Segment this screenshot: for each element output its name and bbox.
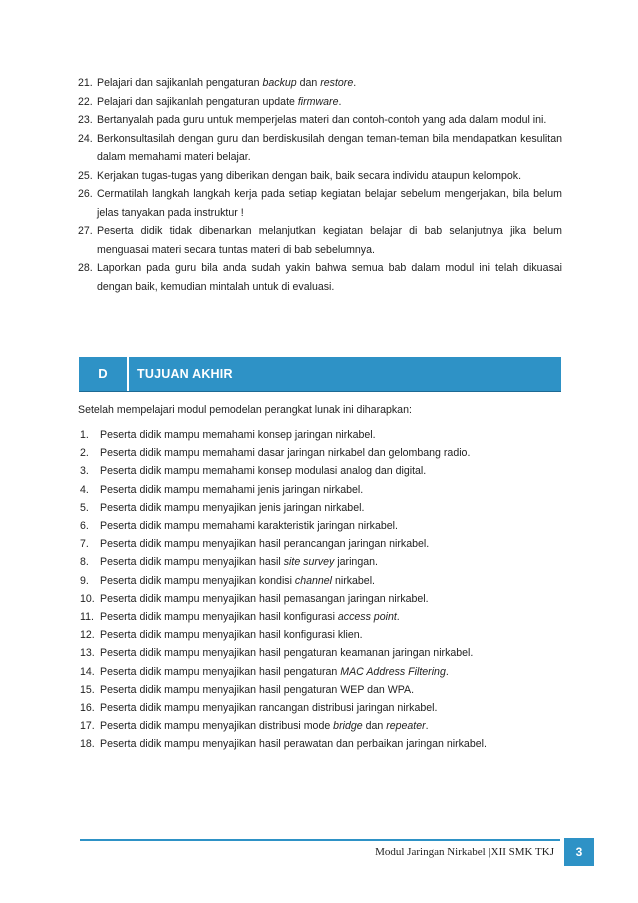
list-number: 2. xyxy=(80,447,89,460)
list-number: 23. xyxy=(78,114,93,126)
list-item xyxy=(78,74,562,93)
list-number: 4. xyxy=(80,483,89,496)
list-item xyxy=(78,590,562,608)
list-number: 18. xyxy=(80,738,95,751)
list-text: Peserta didik mampu menyajikan hasil pemasangan jaringan nirkabel. xyxy=(100,592,429,605)
list-item xyxy=(78,444,562,462)
list-item xyxy=(78,681,562,699)
list-number: 22. xyxy=(78,95,93,108)
list-number: 5. xyxy=(80,501,89,514)
list-item xyxy=(78,222,562,259)
list-number: 21. xyxy=(78,77,93,89)
list-text: Peserta didik mampu menyajikan hasil pengaturan WEP dan WPA. xyxy=(100,683,415,696)
list-text: Peserta didik mampu menyajikan jenis jaringan nirkabel. xyxy=(100,501,365,514)
list-item xyxy=(78,481,562,499)
list-text: Cermatilah langkah langkah kerja pada setiap kegiatan belajar sebelum mengerjakan, bila belum jelas tanyakan pada instruktur ! xyxy=(97,188,562,219)
list-number: 14. xyxy=(80,665,95,678)
list-number: 8. xyxy=(80,556,89,569)
list-item xyxy=(78,130,562,167)
list-item xyxy=(78,717,562,735)
list-item xyxy=(78,644,562,662)
list-number: 12. xyxy=(80,629,95,642)
section-header xyxy=(79,357,561,392)
list-text: Peserta didik mampu memahami konsep modulasi analog dan digital. xyxy=(100,465,427,478)
list-item xyxy=(78,735,562,753)
list-text: Laporkan pada guru bila anda sudah yakin bahwa semua bab dalam modul ini telah dikuasai dengan baik, kemudian mintalah untuk di evaluasi. xyxy=(97,262,562,293)
list-text: Peserta didik mampu menyajikan hasil perancangan jaringan nirkabel. xyxy=(100,538,430,551)
list-item xyxy=(78,426,562,444)
list-text: Pelajari dan sajikanlah pengaturan update firmware. xyxy=(97,95,342,108)
list-item xyxy=(78,185,562,222)
list-number: 6. xyxy=(80,520,89,533)
list-item xyxy=(78,499,562,517)
list-text: Peserta didik mampu menyajikan hasil pengaturan MAC Address Filtering. xyxy=(100,665,449,678)
list-text: Peserta didik mampu memahami karakteristik jaringan nirkabel. xyxy=(100,520,398,533)
list-number: 28. xyxy=(78,262,93,274)
list-item xyxy=(78,167,562,186)
list-text: Peserta didik mampu menyajikan hasil konfigurasi klien. xyxy=(100,629,363,642)
footer-divider xyxy=(80,839,560,841)
list-number: 11. xyxy=(80,611,94,624)
list-number: 15. xyxy=(80,683,95,696)
list-text: Peserta didik mampu menyajikan distribusi mode bridge dan repeater. xyxy=(100,720,429,733)
list-text: Pelajari dan sajikanlah pengaturan backup dan restore. xyxy=(97,77,357,89)
list-text: Peserta didik mampu memahami konsep jaringan nirkabel. xyxy=(100,429,376,441)
list-number: 27. xyxy=(78,225,93,237)
list-item xyxy=(78,111,562,130)
list-number: 26. xyxy=(78,188,93,200)
list-text: Peserta didik mampu menyajikan kondisi channel nirkabel. xyxy=(100,574,376,587)
list-text: Peserta didik mampu menyajikan hasil konfigurasi access point. xyxy=(100,611,400,624)
list-text: Berkonsultasilah dengan guru dan berdiskusilah dengan teman-teman bila mendapatkan kesulitan dalam memahami materi belajar. xyxy=(97,132,562,163)
list-item xyxy=(78,553,562,571)
intro-paragraph: Setelah mempelajari modul pemodelan perangkat lunak ini diharapkan: xyxy=(78,404,412,416)
list-text: Peserta didik mampu menyajikan hasil site survey jaringan. xyxy=(100,556,378,569)
section-title: TUJUAN AKHIR xyxy=(137,367,233,381)
list-item xyxy=(78,608,562,626)
list-number: 3. xyxy=(80,465,89,478)
list-number: 13. xyxy=(80,647,95,660)
list-item xyxy=(78,699,562,717)
list-number: 7. xyxy=(80,538,89,551)
list-item xyxy=(78,626,562,644)
goals-list xyxy=(78,426,562,754)
list-item xyxy=(78,663,562,681)
list-text: Bertanyalah pada guru untuk memperjelas materi dan contoh-contoh yang ada dalam modul ini. xyxy=(97,114,547,126)
list-text: Peserta didik mampu menyajikan hasil pengaturan keamanan jaringan nirkabel. xyxy=(100,647,474,660)
list-number: 16. xyxy=(80,702,95,715)
list-item xyxy=(78,535,562,553)
list-text: Peserta didik tidak dibenarkan melanjutkan kegiatan belajar di bab selanjutnya jika belum menguasai materi secara tuntas materi di bab sebelumnya. xyxy=(97,225,562,256)
footer-text: Modul Jaringan Nirkabel |XII SMK TKJ xyxy=(375,846,554,858)
list-text: Peserta didik mampu menyajikan hasil perawatan dan perbaikan jaringan nirkabel. xyxy=(100,738,487,751)
list-number: 9. xyxy=(80,574,89,587)
list-number: 24. xyxy=(78,132,93,145)
list-number: 17. xyxy=(80,720,95,733)
list-number: 10. xyxy=(80,592,95,605)
continued-instruction-list xyxy=(78,74,562,296)
list-text: Peserta didik mampu memahami jenis jaringan nirkabel. xyxy=(100,483,364,496)
page-number: 3 xyxy=(564,838,594,866)
list-text: Kerjakan tugas-tugas yang diberikan dengan baik, baik secara individu ataupun kelompok. xyxy=(97,169,522,182)
section-letter: D xyxy=(79,357,129,391)
list-item xyxy=(78,93,562,112)
list-text: Peserta didik mampu memahami dasar jaringan nirkabel dan gelombang radio. xyxy=(100,447,471,460)
list-number: 1. xyxy=(80,429,89,441)
list-number: 25. xyxy=(78,169,93,182)
list-text: Peserta didik mampu menyajikan rancangan distribusi jaringan nirkabel. xyxy=(100,702,438,715)
list-item xyxy=(78,462,562,480)
list-item xyxy=(78,259,562,296)
list-item xyxy=(78,572,562,590)
list-item xyxy=(78,517,562,535)
